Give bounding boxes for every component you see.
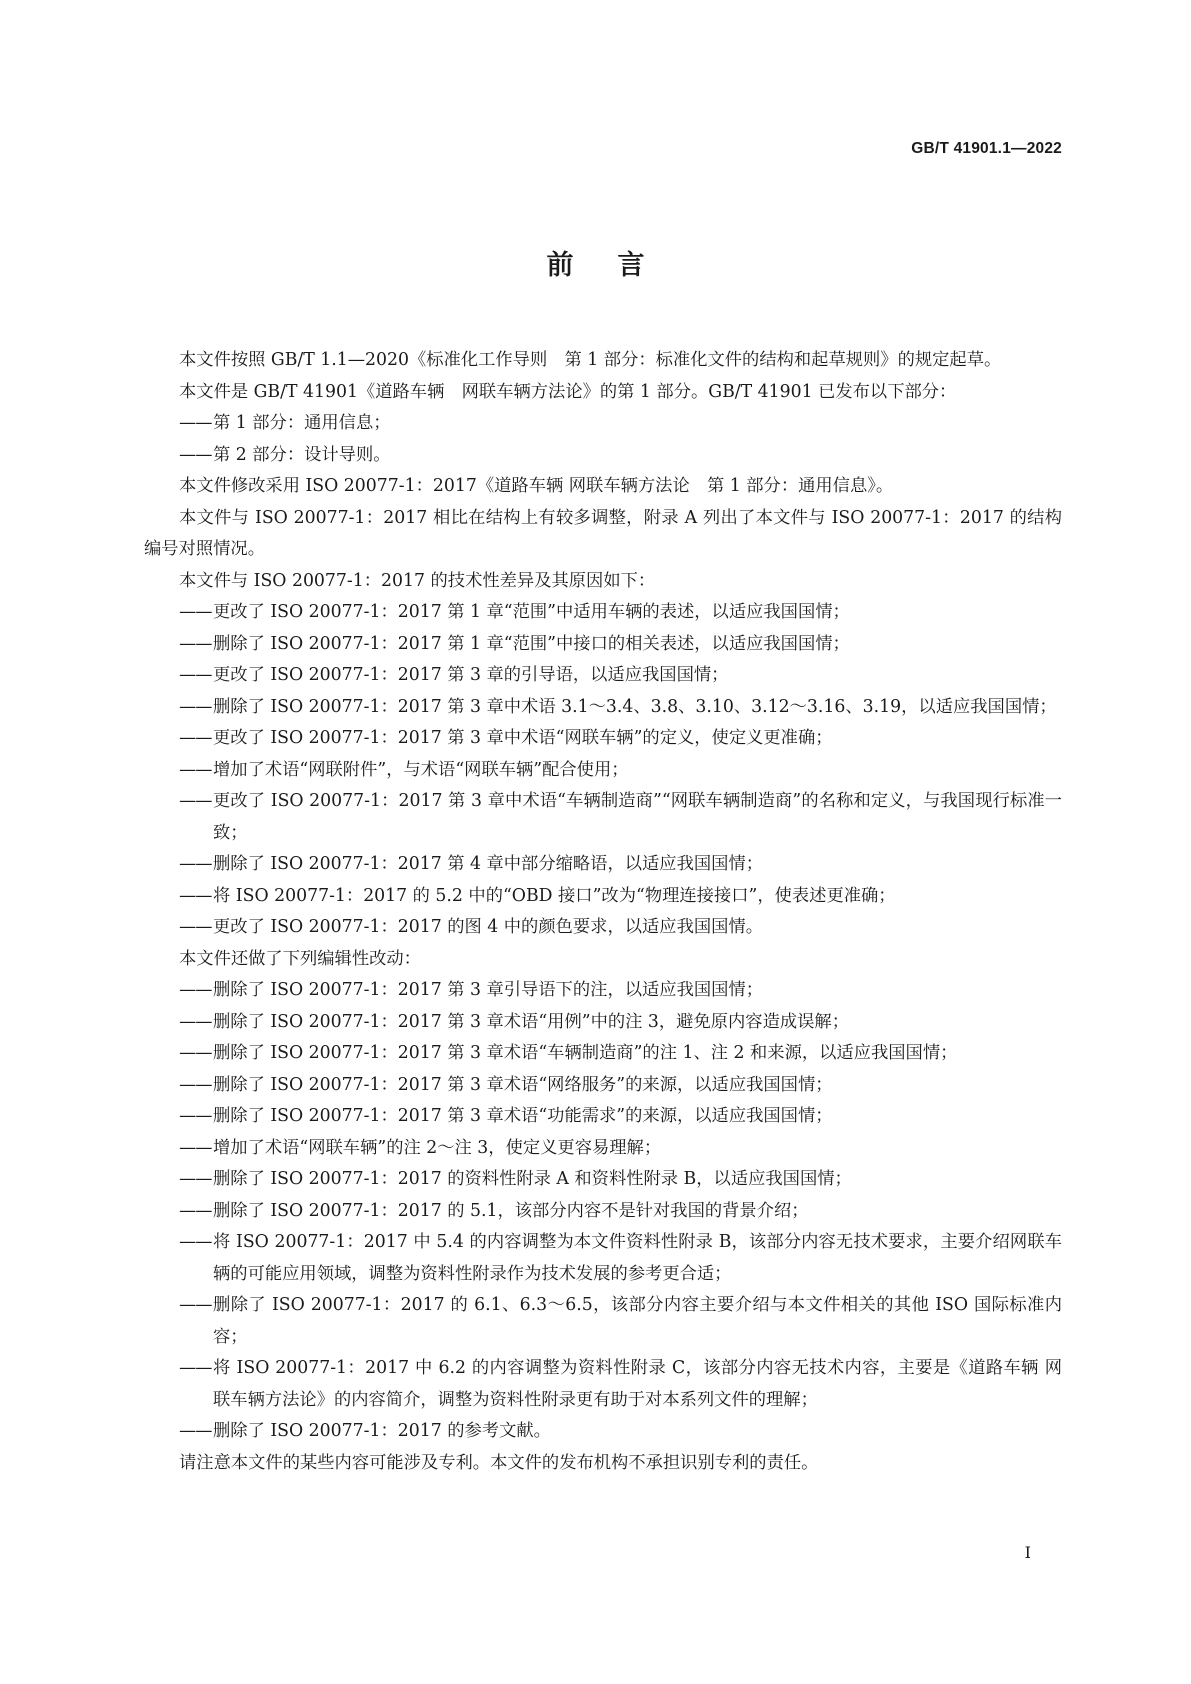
dash-marker: —— [179, 665, 212, 685]
paragraph-adoption: 本文件修改采用 ISO 20077-1：2017《道路车辆 网联车辆方法论 第 1 部分：通用信息》。 [179, 476, 894, 496]
dash-marker: —— [179, 633, 212, 654]
dash-marker: —— [179, 1106, 212, 1126]
list-item [144, 1133, 1062, 1165]
list-item [144, 1101, 1062, 1133]
list-item [144, 1164, 1062, 1196]
list-item-text: 更改了 ISO 20077-1：2017 第 1 章“范围”中适用车辆的表述，以适应我国国情； [213, 602, 850, 622]
dash-marker: —— [179, 1169, 212, 1189]
dash-marker: —— [179, 728, 212, 748]
list-item [144, 1290, 1062, 1353]
list-item [144, 629, 1062, 661]
list-item-text: 将 ISO 20077-1：2017 中 5.4 的内容调整为本文件资料性附录 B，该部分内容无技术要求，主要介绍网联车辆的可能应用领域，调整为资料性附录作为技术发展的参考更合适； [213, 1232, 1062, 1284]
paragraph-drafting-rules: 本文件按照 GB/T 1.1—2020《标准化工作导则 第 1 部分：标准化文件的结构和起草规则》的规定起草。 [179, 350, 1002, 370]
list-item-text: 将 ISO 20077-1：2017 中 6.2 的内容调整为资料性附录 C，该部分内容无技术内容，主要是《道路车辆 网联车辆方法论》的内容简介，调整为资料性附录更有助于对本系列文件的理解； [213, 1358, 1062, 1410]
list-item [144, 408, 1062, 440]
dash-marker: —— [179, 980, 212, 1000]
list-item [144, 849, 1062, 881]
paragraph-technical-intro: 本文件与 ISO 20077-1：2017 的技术性差异及其原因如下： [179, 570, 656, 591]
list-item-text: 删除了 ISO 20077-1：2017 第 3 章术语“网络服务”的来源，以适应我国国情； [213, 1074, 833, 1095]
dash-marker: —— [179, 1295, 212, 1315]
list-item [144, 1227, 1062, 1290]
list-item-text: 删除了 ISO 20077-1：2017 的资料性附录 A 和资料性附录 B，以适应我国国情； [213, 1169, 852, 1189]
paragraph-editorial-intro: 本文件还做了下列编辑性改动： [179, 948, 421, 969]
page-title: 前言 [546, 250, 689, 281]
list-item-text: 将 ISO 20077-1：2017 的 5.2 中的“OBD 接口”改为“物理连接接口”，使表述更准确； [213, 885, 896, 906]
dash-marker: —— [179, 1011, 212, 1032]
list-item [144, 786, 1062, 849]
list-item-text: 更改了 ISO 20077-1：2017 第 3 章的引导语，以适应我国国情； [213, 665, 729, 685]
list-item [144, 1038, 1062, 1070]
dash-marker: —— [179, 854, 212, 874]
dash-marker: —— [179, 1358, 212, 1378]
list-item [144, 755, 1062, 787]
list-item [144, 1416, 1062, 1448]
list-item [144, 723, 1062, 755]
document-body [144, 345, 1062, 1479]
list-item-text: 删除了 ISO 20077-1：2017 第 3 章术语“车辆制造商”的注 1、注 2 和来源，以适应我国国情； [213, 1043, 958, 1063]
list-item-text: 更改了 ISO 20077-1：2017 第 3 章中术语“网联车辆”的定义，使定义更准确； [213, 728, 833, 748]
dash-marker: —— [179, 1421, 212, 1441]
list-item-text: 删除了 ISO 20077-1：2017 的参考文献。 [213, 1421, 551, 1441]
list-item-text: 删除了 ISO 20077-1：2017 第 1 章“范围”中接口的相关表述，以适应我国国情； [213, 633, 850, 654]
paragraph-patent-notice: 请注意本文件的某些内容可能涉及专利。本文件的发布机构不承担识别专利的责任。 [179, 1452, 819, 1473]
list-item-text: 更改了 ISO 20077-1：2017 的图 4 中的颜色要求，以适应我国国情。 [213, 917, 763, 937]
list-item-text: 增加了术语“网联附件”，与术语“网联车辆”配合使用； [213, 759, 629, 780]
list-item-text: 删除了 ISO 20077-1：2017 第 3 章术语“功能需求”的来源，以适应我国国情； [213, 1106, 833, 1126]
list-item-text: 第 2 部分：设计导则。 [213, 444, 391, 465]
list-item [144, 440, 1062, 472]
standard-code: GB/T 41901.1—2022 [911, 140, 1062, 157]
list-item-text: 第 1 部分：通用信息； [213, 413, 391, 433]
list-item-text: 删除了 ISO 20077-1：2017 的 5.1，该部分内容不是针对我国的背景介绍； [213, 1200, 809, 1221]
list-item [144, 597, 1062, 629]
dash-marker: —— [179, 444, 212, 465]
list-item-text: 删除了 ISO 20077-1：2017 第 3 章术语“用例”中的注 3，避免原内容造成误解； [213, 1011, 849, 1032]
list-item [144, 1196, 1062, 1228]
dash-marker: —— [179, 1232, 212, 1252]
list-item [144, 881, 1062, 913]
dash-marker: —— [179, 917, 212, 937]
dash-marker: —— [179, 885, 212, 906]
list-item [144, 1070, 1062, 1102]
list-item [144, 975, 1062, 1007]
paragraph-part-info: 本文件是 GB/T 41901《道路车辆 网联车辆方法论》的第 1 部分。GB/T 41901 已发布以下部分： [179, 381, 957, 402]
list-item [144, 692, 1062, 724]
dash-marker: —— [179, 1074, 212, 1095]
dash-marker: —— [179, 791, 212, 811]
list-item-text: 删除了 ISO 20077-1：2017 第 4 章中部分缩略语，以适应我国国情； [213, 854, 763, 874]
dash-marker: —— [179, 1137, 212, 1158]
paragraph-structure: 本文件与 ISO 20077-1：2017 相比在结构上有较多调整，附录 A 列出了本文件与 ISO 20077-1：2017 的结构编号对照情况。 [144, 507, 1062, 559]
list-item-text: 删除了 ISO 20077-1：2017 第 3 章中术语 3.1～3.4、3.8、3.10、3.12～3.16、3.19，以适应我国国情； [213, 696, 1057, 717]
list-item-text: 删除了 ISO 20077-1：2017 的 6.1、6.3～6.5，该部分内容主要介绍与本文件相关的其他 ISO 国际标准内容； [213, 1295, 1062, 1347]
list-item [144, 1007, 1062, 1039]
list-item-text: 删除了 ISO 20077-1：2017 第 3 章引导语下的注，以适应我国国情； [213, 980, 763, 1000]
list-item [144, 912, 1062, 944]
dash-marker: —— [179, 1043, 212, 1063]
list-item-text: 更改了 ISO 20077-1：2017 第 3 章中术语“车辆制造商”“网联车辆制造商”的名称和定义，与我国现行标准一致； [213, 791, 1062, 843]
dash-marker: —— [179, 696, 212, 717]
dash-marker: —— [179, 1200, 212, 1221]
list-item-text: 增加了术语“网联车辆”的注 2～注 3，使定义更容易理解； [213, 1137, 662, 1158]
dash-marker: —— [179, 413, 212, 433]
dash-marker: —— [179, 759, 212, 780]
list-item [144, 660, 1062, 692]
page-number: I [1024, 1543, 1031, 1562]
list-item [144, 1353, 1062, 1416]
dash-marker: —— [179, 602, 212, 622]
